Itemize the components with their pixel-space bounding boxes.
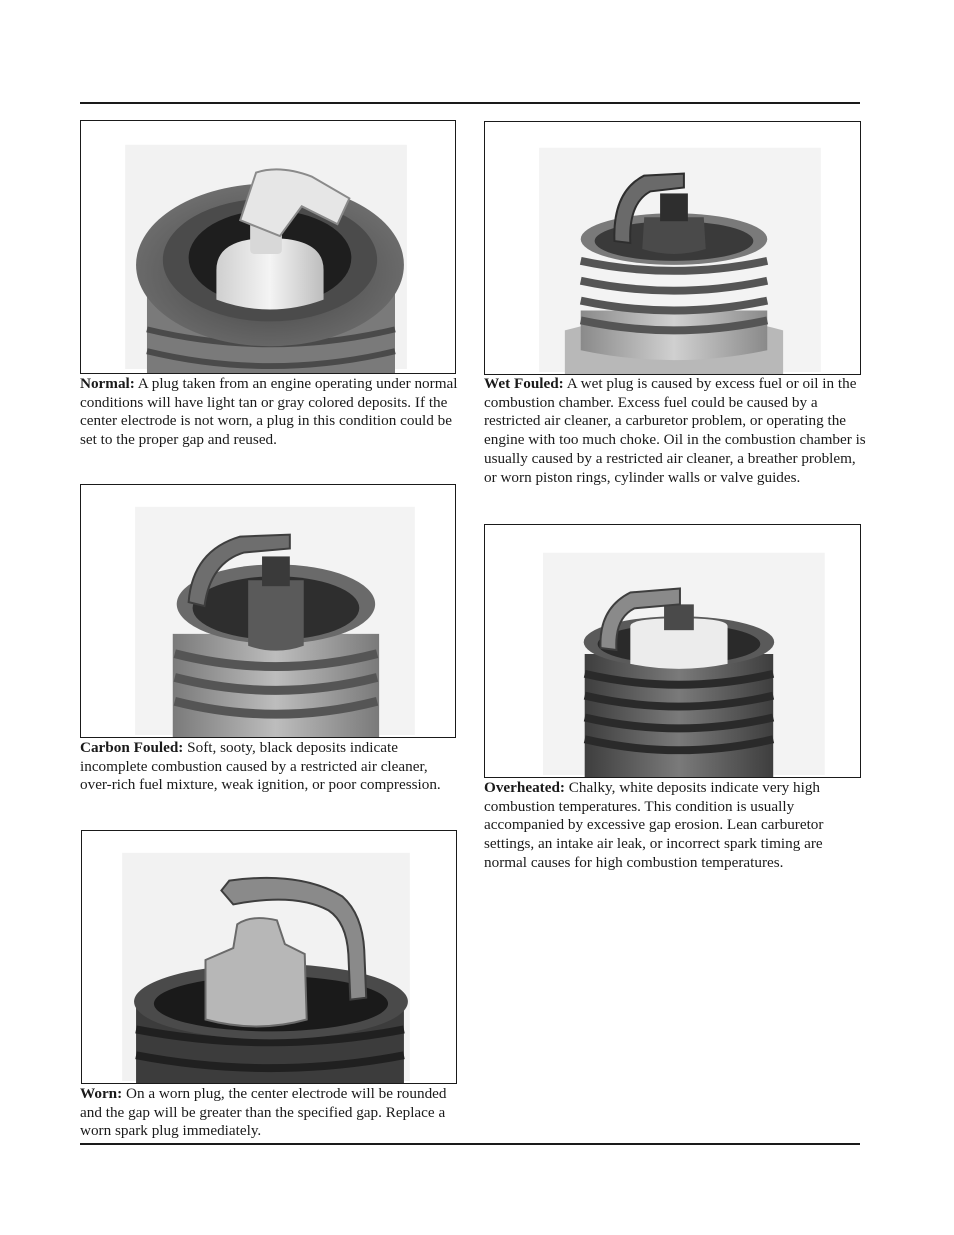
normal-label: Normal: — [80, 375, 135, 392]
worn-label: Worn: — [80, 1085, 123, 1102]
wet-fouled-plug-image — [485, 122, 860, 374]
normal-plug-image — [81, 121, 455, 373]
carbon-fouled-text: Soft, sooty, black deposits indicate incomplete combustion caused by a restricted air cleaner, over-rich fuel mixture, weak ignition, or poor compression. — [80, 739, 441, 794]
overheated-plug-photo — [484, 524, 861, 778]
overheated-plug-image — [485, 525, 860, 777]
normal-plug-photo — [80, 120, 456, 374]
worn-plug-image — [82, 831, 456, 1083]
overheated-caption — [484, 779, 868, 873]
wet-fouled-text: A wet plug is caused by excess fuel or oil in the combustion chamber. Excess fuel could be caused by a restricted air cleaner, a carburetor problem, or operating the engine with too much choke. Oil in the combustion chamber is usually caused by a restricted air cleaner, a breather problem, or worn piston rings, cylinder walls or valve guides. — [484, 375, 866, 486]
worn-plug-photo — [81, 830, 457, 1084]
wet-fouled-label: Wet Fouled: — [484, 375, 564, 392]
wet-fouled-caption — [484, 375, 868, 487]
normal-caption — [80, 375, 460, 450]
carbon-fouled-label: Carbon Fouled: — [80, 739, 184, 756]
worn-text: On a worn plug, the center electrode will be rounded and the gap will be greater than the specified gap. Replace a worn spark plug immediately. — [80, 1085, 447, 1140]
overheated-label: Overheated: — [484, 779, 565, 796]
top-rule — [80, 102, 860, 104]
normal-text: A plug taken from an engine operating under normal conditions will have light tan or gray colored deposits. If the center electrode is not worn, a plug in this condition could be set to the proper gap and reused. — [80, 375, 458, 449]
carbon-fouled-plug-image — [81, 485, 455, 737]
overheated-text: Chalky, white deposits indicate very high combustion temperatures. This condition is usually accompanied by excessive gap erosion. Lean carburetor settings, an intake air leak, or incorrect spark timing are normal causes for high combustion temperatures. — [484, 779, 824, 871]
bottom-rule — [80, 1143, 860, 1145]
carbon-fouled-caption — [80, 739, 460, 795]
carbon-fouled-plug-photo — [80, 484, 456, 738]
worn-caption — [80, 1085, 460, 1141]
wet-fouled-plug-photo — [484, 121, 861, 375]
